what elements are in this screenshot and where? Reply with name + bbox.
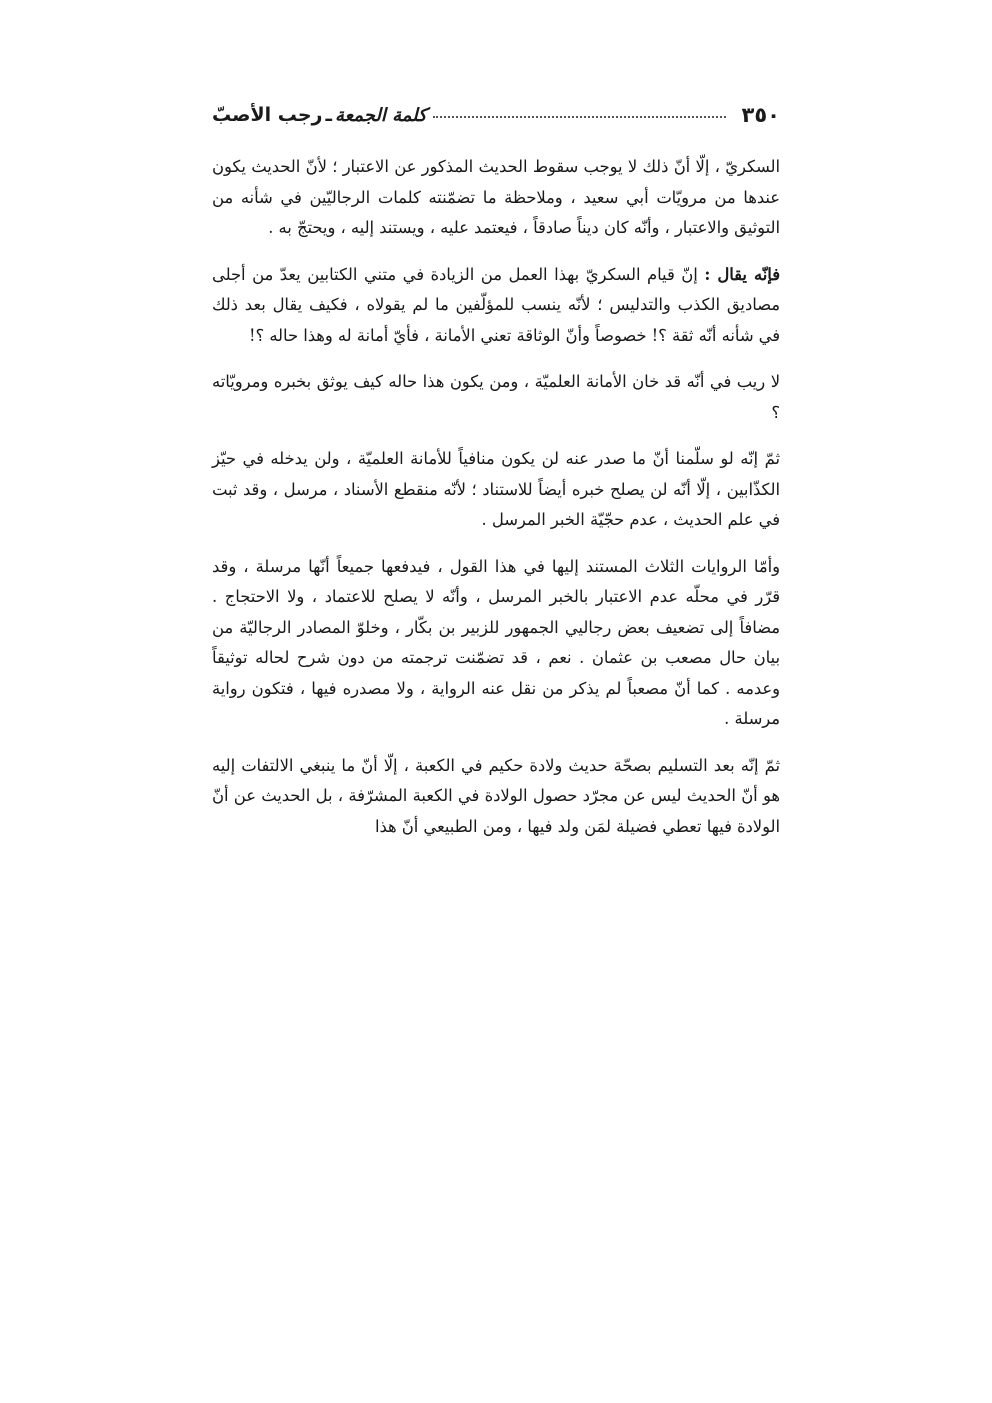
paragraph [212,552,780,735]
paragraph-text: السكريّ ، إلّا أنّ ذلك لا يوجب سقوط الحديث المذكور عن الاعتبار ؛ لأنّ الحديث يكون عندها من مرويّات أبي سعيد ، وملاحظة ما تضمّنته كلمات الرجاليّين في شأنه من التوثيق والاعتبار ، وأنّه كان ديناً صادقاً ، فيعتمد عليه ، ويستند إليه ، ويحتجّ به . [212,157,780,237]
series-name: كلمة الجمعة [335,104,427,126]
title-separator: ـ [325,104,332,126]
paragraph-text: وأمّا الروايات الثلاث المستند إليها في هذا القول ، فيدفعها جميعاً أنّها مرسلة ، وقد قرّر في محلّه عدم الاعتبار بالخبر المرسل ، وأنّه لا يصلح للاعتماد ، ولا الاحتجاج . مضافاً إلى تضعيف بعض رجاليي الجمهور للزبير بن بكّار ، وخلوّ المصادر الرجاليّة من بيان حال مصعب بن عثمان . نعم ، قد تضمّنت ترجمته من دون شرح لحاله توثيقاً وعدمه . كما أنّ مصعباً لم يذكر من نقل عنه الرواية ، ولا مصدره فيها ، فتكون رواية مرسلة . [212,556,780,728]
paragraph [212,260,780,352]
book-name: رجب الأصبّ [212,104,323,126]
paragraph [212,751,780,843]
running-header [212,98,780,132]
paragraph [212,152,780,244]
paragraph [212,444,780,536]
book-title [212,104,427,126]
paragraph-text: ثمّ إنّه بعد التسليم بصحّة حديث ولادة حكيم في الكعبة ، إلّا أنّ ما ينبغي الالتفات إليه هو أنّ الحديث ليس عن مجرّد حصول الولادة في الكعبة المشرّفة ، بل الحديث عن أنّ الولادة فيها تعطي فضيلة لمَن ولد فيها ، ومن الطبيعي أنّ هذا [212,755,780,836]
paragraph [212,367,780,428]
body-text [212,152,780,858]
paragraph-text: إنّ قيام السكريّ بهذا العمل من الزيادة في متني الكتابين يعدّ من أجلى مصاديق الكذب والتدليس ؛ لأنّه ينسب للمؤلّفين ما لم يقولاه ، فكيف يقال بعد ذلك في شأنه أنّه ثقة ؟! خصوصاً وأنّ الوثاقة تعني الأمانة ، فأيّ أمانة له وهذا حاله ؟! [212,264,780,345]
dot-leader [433,116,726,118]
paragraph-lead: فإنّه يقال : [704,264,780,284]
paragraph-text: ثمّ إنّه لو سلّمنا أنّ ما صدر عنه لن يكون منافياً للأمانة العلميّة ، ولن يدخله في حيّز الكذّابين ، إلّا أنّه لن يصلح خبره أيضاً للاستناد ؛ لأنّه منقطع الأسناد ، مرسل ، وقد ثبت في علم الحديث ، عدم حجّيّة الخبر المرسل . [212,449,780,529]
paragraph-text: لا ريب في أنّه قد خان الأمانة العلميّة ، ومن يكون هذا حاله كيف يوثق بخبره ومرويّاته ؟ [212,372,780,422]
page-number: ٣٥٠ [741,103,780,127]
